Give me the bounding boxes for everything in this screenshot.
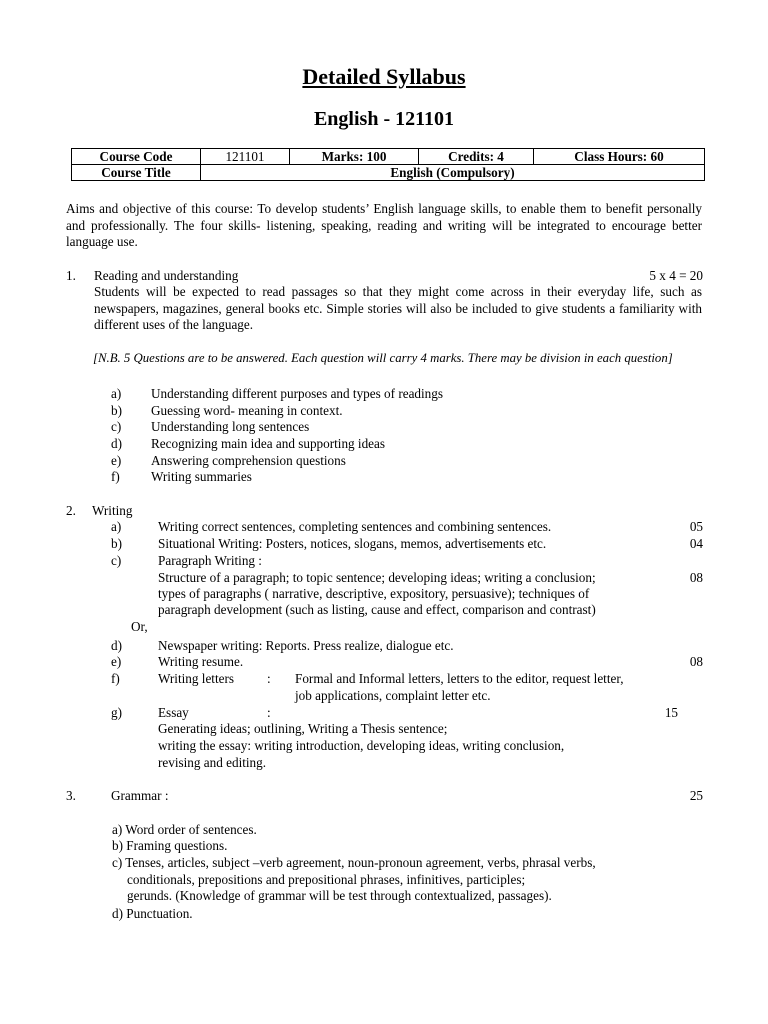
list-item-letter: c) [111,553,122,568]
colon: : [267,671,271,686]
list-item: Essay [158,705,189,720]
course-title-label: Course Title [72,165,201,181]
class-hours-cell: Class Hours: 60 [534,149,705,165]
section-number: 2. [66,503,76,518]
list-item-letter: e) [111,654,122,669]
item-marks: 04 [689,536,703,551]
list-item: Writing correct sentences, completing sentences and combining sentences. [158,519,552,534]
list-item-letter: d) [111,638,122,653]
table-row [72,149,705,165]
note-text: [N.B. 5 Questions are to be answered. Each question will carry 4 marks. There may be division in each question] [93,351,673,365]
list-item-letter: c) [111,419,122,434]
list-item: a) Word order of sentences. [112,822,257,837]
list-item-letter: g) [111,705,122,720]
list-item: Recognizing main idea and supporting ideas [151,436,386,451]
list-item-letter: f) [111,671,120,686]
item-marks: 08 [689,570,703,585]
course-code-value: 121101 [201,149,290,165]
list-item-letter: a) [111,519,122,534]
section-number: 3. [66,788,76,803]
list-item-detail: job applications, complaint letter etc. [295,688,491,703]
list-item-detail: writing the essay: writing introduction, developing ideas, writing conclusion, [158,738,565,753]
section-marks: 25 [689,788,703,803]
list-item-letter: d) [111,436,122,451]
course-title-value: English (Compulsory) [201,165,705,181]
list-item: Answering comprehension questions [151,453,346,468]
list-item-letter: a) [111,386,122,401]
list-item-detail: Formal and Informal letters, letters to the editor, request letter, [295,671,624,686]
aims-paragraph: Aims and objective of this course: To develop students’ English language skills, to enable them to benefit personally and professionally. The four skills- listening, speaking, reading and writing will be integrated to encourage better language use. [66,201,702,249]
credits-cell: Credits: 4 [419,149,534,165]
list-item: Guessing word- meaning in context. [151,403,343,418]
section-description: Students will be expected to read passages so that they might come across in their everyday life, such as newspapers, magazines, general books etc. Simple stories will also be included to give students a familiarity with different uses of the language. [94,284,702,332]
section-title: Writing [92,503,133,518]
section-marks: 5 x 4 = 20 [649,268,703,283]
list-item: Writing summaries [151,469,252,484]
or-text: Or, [131,619,148,634]
section-title: Reading and understanding [94,268,239,283]
list-item: Newspaper writing: Reports. Press realize, dialogue etc. [158,638,454,653]
list-item-detail: conditionals, prepositions and prepositional phrases, infinitives, participles; [127,872,526,887]
course-heading: English - 121101 [313,108,455,130]
list-item-letter: b) [111,403,122,418]
course-code-label: Course Code [72,149,201,165]
list-item: Paragraph Writing : [158,553,262,568]
list-item: b) Framing questions. [112,838,228,853]
list-item-letter: b) [111,536,122,551]
list-item-letter: e) [111,453,122,468]
list-item: Situational Writing: Posters, notices, slogans, memos, advertisements etc. [158,536,547,551]
item-marks: 08 [689,654,703,669]
list-item-letter: f) [111,469,120,484]
list-item-detail: gerunds. (Knowledge of grammar will be test through contextualized, passages). [127,888,552,903]
list-item: c) Tenses, articles, subject –verb agreement, noun-pronoun agreement, verbs, phrasal verbs, [112,855,596,870]
list-item-detail: revising and editing. [158,755,267,770]
list-item: Writing letters [158,671,235,686]
section-number: 1. [66,268,76,283]
list-item-detail: types of paragraphs ( narrative, descriptive, expository, persuasive); techniques of [158,586,590,601]
list-item: Understanding long sentences [151,419,310,434]
section-title: Grammar : [111,788,169,803]
list-item-detail: Structure of a paragraph; to topic sentence; developing ideas; writing a conclusion; [158,570,596,585]
list-item: d) Punctuation. [112,906,193,921]
table-row [72,165,705,181]
list-item: Understanding different purposes and types of readings [151,386,444,401]
marks-cell: Marks: 100 [290,149,419,165]
document-title: Detailed Syllabus [302,64,466,89]
list-item-detail: paragraph development (such as listing, cause and effect, comparison and contrast) [158,602,596,617]
colon: : [267,705,271,720]
item-marks: 15 [664,705,678,720]
item-marks: 05 [689,519,703,534]
list-item: Writing resume. [158,654,244,669]
course-info-table [71,148,705,181]
list-item-detail: Generating ideas; outlining, Writing a Thesis sentence; [158,721,448,736]
